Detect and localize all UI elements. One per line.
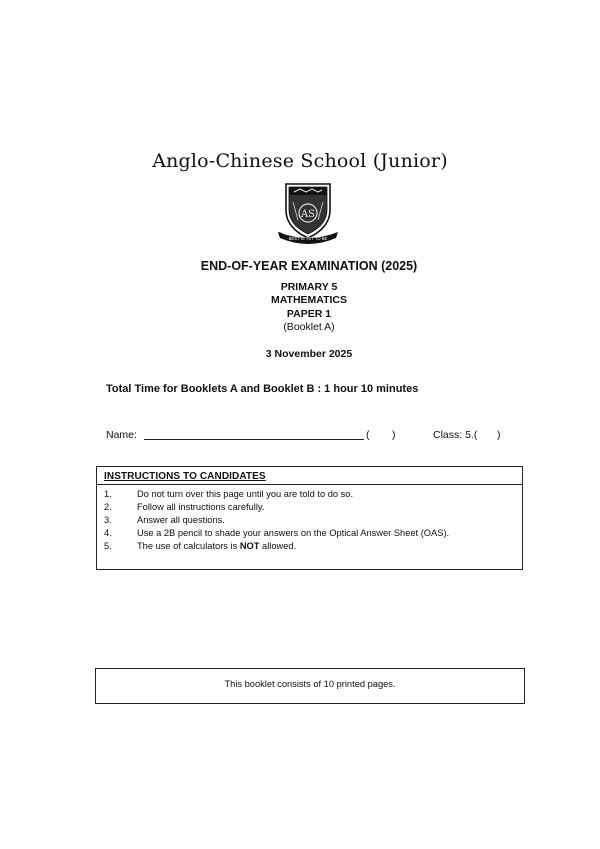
instructions-divider — [96, 484, 523, 485]
exam-booklet: (Booklet A) — [283, 321, 335, 333]
instruction-item — [104, 489, 353, 499]
instruction-text: Follow all instructions carefully. — [137, 502, 265, 512]
instruction-text: Answer all questions. — [137, 515, 225, 525]
instruction-text-emphasis: NOT — [239, 541, 260, 551]
name-label: Name: — [106, 429, 137, 441]
exam-level: PRIMARY 5 — [280, 281, 338, 293]
register-number-close: ) — [392, 429, 396, 441]
exam-subject: MATHEMATICS — [270, 294, 348, 306]
instruction-item — [104, 541, 296, 551]
instruction-text: Do not turn over this page until you are told to do so. — [137, 489, 354, 499]
class-close: ) — [497, 429, 501, 441]
instructions-heading: INSTRUCTIONS TO CANDIDATES — [104, 471, 266, 482]
exam-date: 3 November 2025 — [265, 348, 353, 360]
school-crest-logo — [276, 180, 340, 246]
school-name: Anglo-Chinese School (Junior) — [152, 150, 448, 172]
instruction-text-pre: The use of calculators is — [137, 541, 240, 551]
total-time: Total Time for Booklets A and Booklet B : 1 hour 10 minutes — [106, 383, 419, 395]
instruction-number: 5. — [104, 541, 112, 551]
instruction-number: 3. — [104, 515, 112, 525]
instruction-text-post: allowed. — [259, 541, 297, 551]
instruction-number: 2. — [104, 502, 112, 512]
instruction-item — [104, 528, 449, 538]
crest-motto: BEST IS YET TO BE — [288, 236, 328, 241]
crest-initials: AS — [300, 209, 316, 220]
register-number-open: ( — [366, 429, 370, 441]
class-label: Class: 5.( — [433, 429, 478, 441]
name-field[interactable] — [144, 439, 364, 440]
instruction-item — [104, 502, 264, 512]
exam-paper: PAPER 1 — [286, 308, 332, 320]
exam-title: END-OF-YEAR EXAMINATION (2025) — [200, 259, 418, 273]
instruction-number: 1. — [104, 489, 112, 499]
page-count-note: This booklet consists of 10 printed pages. — [224, 679, 396, 689]
instruction-item — [104, 515, 225, 525]
instruction-text: Use a 2B pencil to shade your answers on the Optical Answer Sheet (OAS). — [137, 528, 450, 538]
instruction-number: 4. — [104, 528, 112, 538]
